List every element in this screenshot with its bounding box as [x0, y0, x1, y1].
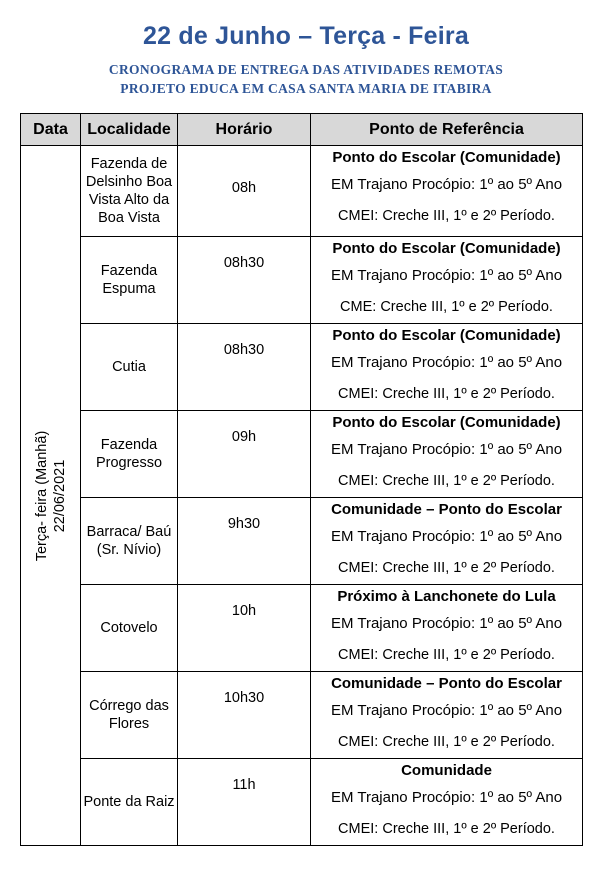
localidade-cell: Córrego das Flores	[81, 672, 178, 759]
horario-cell	[178, 411, 311, 498]
horario-cell	[178, 146, 311, 237]
page-title: 22 de Junho – Terça - Feira	[143, 22, 469, 50]
date-weekday: Terça- feira (Manhã)	[33, 430, 50, 561]
table-header-row	[21, 114, 583, 146]
horario-value: 10h30	[223, 690, 265, 706]
ponto-referencia-cell	[311, 237, 583, 324]
localidade-cell: Fazenda Espuma	[81, 237, 178, 324]
table-row	[21, 498, 583, 585]
header-ponto-referencia: Ponto de Referência	[311, 114, 583, 146]
localidade-cell: Cotovelo	[81, 585, 178, 672]
ponto-referencia-cell	[311, 759, 583, 846]
horario-cell	[178, 324, 311, 411]
date-label	[33, 430, 69, 561]
reference-title: Ponto do Escolar (Comunidade)	[332, 240, 561, 257]
table-row	[21, 146, 583, 237]
localidade-cell: Barraca/ Baú (Sr. Nívio)	[81, 498, 178, 585]
localidade-cell: Fazenda Progresso	[81, 411, 178, 498]
em-trajano-line: EM Trajano Procópio: 1º ao 5º Ano	[330, 789, 563, 806]
horario-cell	[178, 498, 311, 585]
horario-cell	[178, 759, 311, 846]
table-body	[21, 146, 583, 846]
em-trajano-line: EM Trajano Procópio: 1º ao 5º Ano	[330, 702, 563, 719]
reference-title: Ponto do Escolar (Comunidade)	[332, 414, 561, 431]
date-cell	[21, 146, 81, 846]
table-row	[21, 237, 583, 324]
table-row	[21, 585, 583, 672]
em-trajano-line: EM Trajano Procópio: 1º ao 5º Ano	[330, 528, 563, 545]
horario-value: 08h30	[223, 342, 265, 358]
cmei-line: CMEI: Creche III, 1º e 2º Período.	[338, 821, 555, 837]
subtitle-schedule: CRONOGRAMA DE ENTREGA DAS ATIVIDADES REMOTAS	[108, 62, 504, 77]
table-row	[21, 672, 583, 759]
em-trajano-line: EM Trajano Procópio: 1º ao 5º Ano	[330, 267, 563, 284]
horario-value: 10h	[231, 603, 257, 619]
horario-value: 11h	[232, 777, 256, 793]
ponto-referencia-cell	[311, 324, 583, 411]
reference-title: Ponto do Escolar (Comunidade)	[332, 149, 561, 166]
horario-value: 08h30	[223, 255, 265, 271]
reference-title: Ponto do Escolar (Comunidade)	[332, 327, 561, 344]
header-localidade: Localidade	[81, 114, 178, 146]
ponto-referencia-cell	[311, 498, 583, 585]
ponto-referencia-cell	[311, 672, 583, 759]
header-horario: Horário	[178, 114, 311, 146]
reference-title: Comunidade – Ponto do Escolar	[331, 501, 562, 518]
header-data: Data	[21, 114, 81, 146]
reference-title: Comunidade – Ponto do Escolar	[331, 675, 562, 692]
date-value: 22/06/2021	[51, 459, 68, 532]
ponto-referencia-cell	[311, 411, 583, 498]
horario-cell	[178, 585, 311, 672]
em-trajano-line: EM Trajano Procópio: 1º ao 5º Ano	[330, 176, 563, 193]
horario-value: 08h	[231, 180, 257, 196]
cmei-line: CMEI: Creche III, 1º e 2º Período.	[338, 560, 555, 576]
ponto-referencia-cell	[311, 585, 583, 672]
horario-value: 09h	[231, 429, 257, 445]
cmei-line: CME: Creche III, 1º e 2º Período.	[340, 299, 553, 315]
cmei-line: CMEI: Creche III, 1º e 2º Período.	[338, 208, 555, 224]
em-trajano-line: EM Trajano Procópio: 1º ao 5º Ano	[330, 615, 563, 632]
table-row	[21, 411, 583, 498]
reference-title: Comunidade	[401, 762, 492, 779]
horario-value: 9h30	[227, 516, 261, 532]
cmei-line: CMEI: Creche III, 1º e 2º Período.	[338, 647, 555, 663]
localidade-cell: Fazenda de Delsinho Boa Vista Alto da Boa Vista	[81, 146, 178, 237]
reference-title: Próximo à Lanchonete do Lula	[337, 588, 556, 605]
table-row	[21, 324, 583, 411]
horario-cell	[178, 237, 311, 324]
localidade-cell: Ponte da Raiz	[81, 759, 178, 846]
cmei-line: CMEI: Creche III, 1º e 2º Período.	[338, 473, 555, 489]
localidade-cell: Cutia	[81, 324, 178, 411]
ponto-referencia-cell	[311, 146, 583, 237]
cmei-line: CMEI: Creche III, 1º e 2º Período.	[338, 734, 555, 750]
em-trajano-line: EM Trajano Procópio: 1º ao 5º Ano	[330, 441, 563, 458]
table-row	[21, 759, 583, 846]
schedule-table	[20, 113, 583, 846]
subtitle-project: PROJETO EDUCA EM CASA SANTA MARIA DE ITABIRA	[120, 81, 492, 96]
em-trajano-line: EM Trajano Procópio: 1º ao 5º Ano	[330, 354, 563, 371]
horario-cell	[178, 672, 311, 759]
cmei-line: CMEI: Creche III, 1º e 2º Período.	[338, 386, 555, 402]
